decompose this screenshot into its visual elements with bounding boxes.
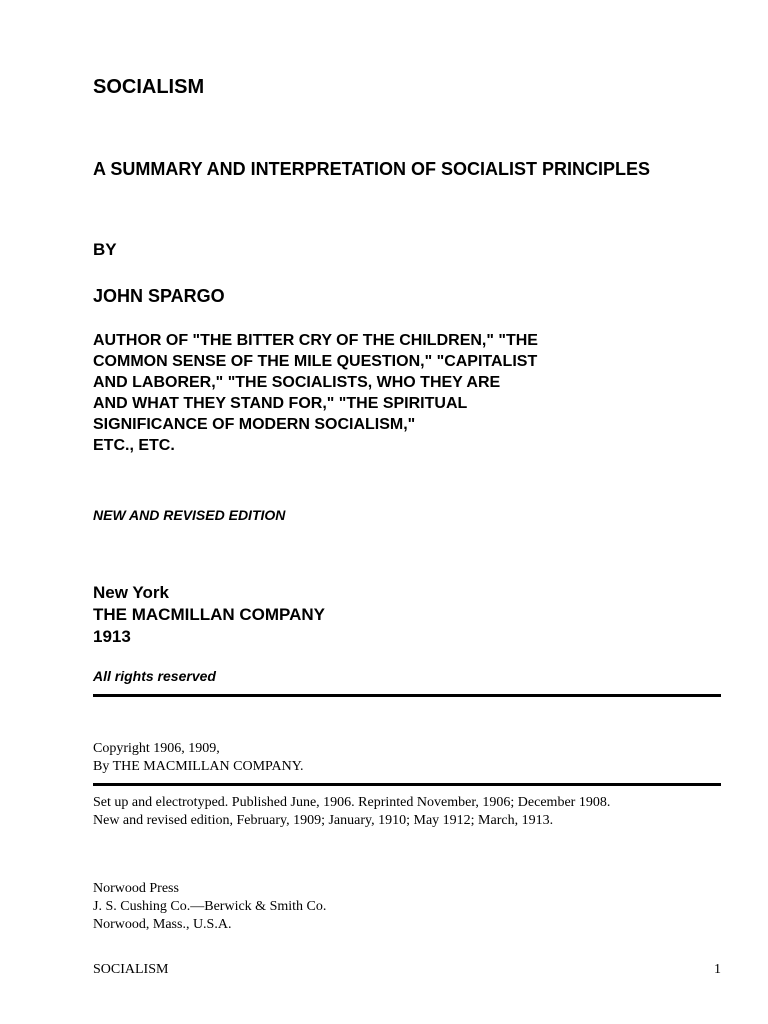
divider-rule	[93, 783, 721, 786]
printing-history-line: New and revised edition, February, 1909; January, 1910; May 1912; March, 1913.	[93, 813, 554, 828]
author-works-line: SIGNIFICANCE OF MODERN SOCIALISM,"	[93, 416, 416, 433]
book-subtitle: A SUMMARY AND INTERPRETATION OF SOCIALIST PRINCIPLES	[93, 159, 651, 179]
publisher-city: New York	[93, 583, 169, 602]
author-works-line: AND LABORER," "THE SOCIALISTS, WHO THEY ARE	[93, 374, 501, 391]
copyright-line: By THE MACMILLAN COMPANY.	[93, 759, 304, 774]
copyright-block	[93, 740, 304, 776]
author-name: JOHN SPARGO	[93, 286, 225, 306]
publisher-name: THE MACMILLAN COMPANY	[93, 605, 325, 624]
printer-line: J. S. Cushing Co.—Berwick & Smith Co.	[93, 899, 327, 914]
printer-line: Norwood Press	[93, 881, 179, 896]
book-title: SOCIALISM	[93, 76, 205, 98]
author-works-line: AND WHAT THEY STAND FOR," "THE SPIRITUAL	[93, 395, 468, 412]
by-label: BY	[93, 240, 117, 259]
publisher-block	[93, 582, 325, 648]
rights-statement: All rights reserved	[93, 668, 216, 684]
footer-running-title: SOCIALISM	[93, 962, 169, 977]
copyright-line: Copyright 1906, 1909,	[93, 741, 220, 756]
printer-line: Norwood, Mass., U.S.A.	[93, 917, 232, 932]
author-works-line: ETC., ETC.	[93, 437, 175, 454]
edition-note: NEW AND REVISED EDITION	[93, 507, 286, 523]
page-number: 1	[714, 962, 721, 977]
printing-history	[93, 794, 610, 830]
printer-block	[93, 880, 326, 934]
author-works-line: AUTHOR OF "THE BITTER CRY OF THE CHILDREN," "THE	[93, 332, 538, 349]
author-works	[93, 330, 538, 456]
author-works-line: COMMON SENSE OF THE MILE QUESTION," "CAPITALIST	[93, 353, 538, 370]
divider-rule	[93, 694, 721, 697]
printing-history-line: Set up and electrotyped. Published June, 1906. Reprinted November, 1906; December 1908.	[93, 795, 611, 810]
publication-year: 1913	[93, 627, 131, 646]
